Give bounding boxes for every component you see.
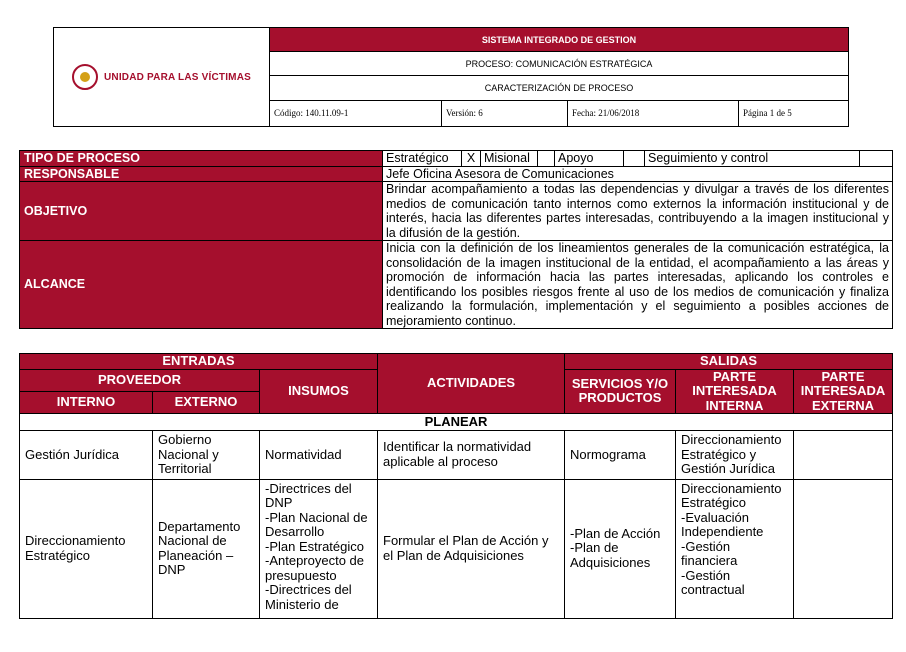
proveedor-header: PROVEEDOR [20, 369, 260, 391]
tipo-option-estrategico: Estratégico [383, 151, 462, 167]
alcance-value: Inicia con la definición de los lineamientos generales de la comunicación estratégica, la consolidación de la imagen institucional de la entidad, el acompañamiento a las áreas y promoción de información hacia las partes interesadas, aplicando los controles e identificando los posibles riesgos frente al uso de los medios de comunicación y finaliza realizando la formulación, implementación y el seguimiento a posibles acciones de mejoramiento continuo. [383, 241, 893, 329]
doc-date: Fecha: 21/06/2018 [568, 100, 739, 126]
row-insumos: -Directrices del DNP -Plan Nacional de Desarrollo -Plan Estratégico -Anteproyecto de presupuesto -Directrices del Ministerio de [260, 479, 378, 618]
tipo-check-estrategico: X [462, 151, 481, 167]
logo [54, 64, 269, 90]
tipo-option-misional: Misional [481, 151, 538, 167]
parte-externa-header: PARTE INTERESADA EXTERNA [794, 369, 893, 414]
doc-version: Versión: 6 [442, 100, 568, 126]
row-interno: Direccionamiento Estratégico [20, 479, 153, 618]
row-externa [794, 431, 893, 480]
tipo-label: TIPO DE PROCESO [20, 151, 383, 167]
entradas-header: ENTRADAS [20, 354, 378, 370]
tipo-option-seguimiento: Seguimiento y control [645, 151, 860, 167]
doc-code: Código: 140.11.09-1 [270, 100, 442, 126]
section-planear: PLANEAR [20, 414, 893, 431]
table-row [20, 431, 893, 480]
tipo-option-apoyo: Apoyo [555, 151, 624, 167]
alcance-label: ALCANCE [20, 241, 383, 329]
tipo-check-seguimiento [860, 151, 893, 167]
salidas-header: SALIDAS [565, 354, 893, 370]
actividades-header: ACTIVIDADES [378, 354, 565, 414]
logo-text: UNIDAD PARA LAS VÍCTIMAS [103, 71, 252, 83]
document-header [53, 27, 849, 127]
row-servicios: -Plan de Acción -Plan de Adquisiciones [565, 479, 676, 618]
insumos-header: INSUMOS [260, 369, 378, 414]
parte-interna-header: PARTE INTERESADA INTERNA [676, 369, 794, 414]
objetivo-label: OBJETIVO [20, 182, 383, 241]
table-row [20, 479, 893, 618]
row-interna: Direccionamiento Estratégico y Gestión Jurídica [676, 431, 794, 480]
objetivo-value: Brindar acompañamiento a todas las dependencias y divulgar a través de los diferentes medios de comunicación tanto internos como externos la información institucional y de interés, hacia las diferentes partes interesadas, contribuyendo a la imagen institucional y la difusión de la gestión. [383, 182, 893, 241]
servicios-header: SERVICIOS Y/O PRODUCTOS [565, 369, 676, 414]
row-externa [794, 479, 893, 618]
logo-seal-icon [72, 64, 98, 90]
process-title: PROCESO: COMUNICACIÓN ESTRATÉGICA [270, 52, 849, 76]
system-title: SISTEMA INTEGRADO DE GESTION [270, 28, 849, 52]
logo-cell [54, 28, 270, 127]
row-servicios: Normograma [565, 431, 676, 480]
characterization-table [19, 353, 893, 619]
characterization-title: CARACTERIZACIÓN DE PROCESO [270, 76, 849, 100]
doc-page: Página 1 de 5 [739, 100, 849, 126]
responsable-value: Jefe Oficina Asesora de Comunicaciones [383, 166, 893, 182]
row-externo: Gobierno Nacional y Territorial [153, 431, 260, 480]
row-insumos: Normatividad [260, 431, 378, 480]
responsable-label: RESPONSABLE [20, 166, 383, 182]
row-actividades: Identificar la normatividad aplicable al proceso [378, 431, 565, 480]
process-info-table [19, 150, 893, 329]
interno-header: INTERNO [20, 391, 153, 413]
row-actividades: Formular el Plan de Acción y el Plan de Adquisiciones [378, 479, 565, 618]
row-interno: Gestión Jurídica [20, 431, 153, 480]
tipo-check-apoyo [624, 151, 645, 167]
externo-header: EXTERNO [153, 391, 260, 413]
tipo-check-misional [538, 151, 555, 167]
row-interna: Direccionamiento Estratégico -Evaluación Independiente -Gestión financiera -Gestión contractual [676, 479, 794, 618]
row-externo: Departamento Nacional de Planeación – DNP [153, 479, 260, 618]
